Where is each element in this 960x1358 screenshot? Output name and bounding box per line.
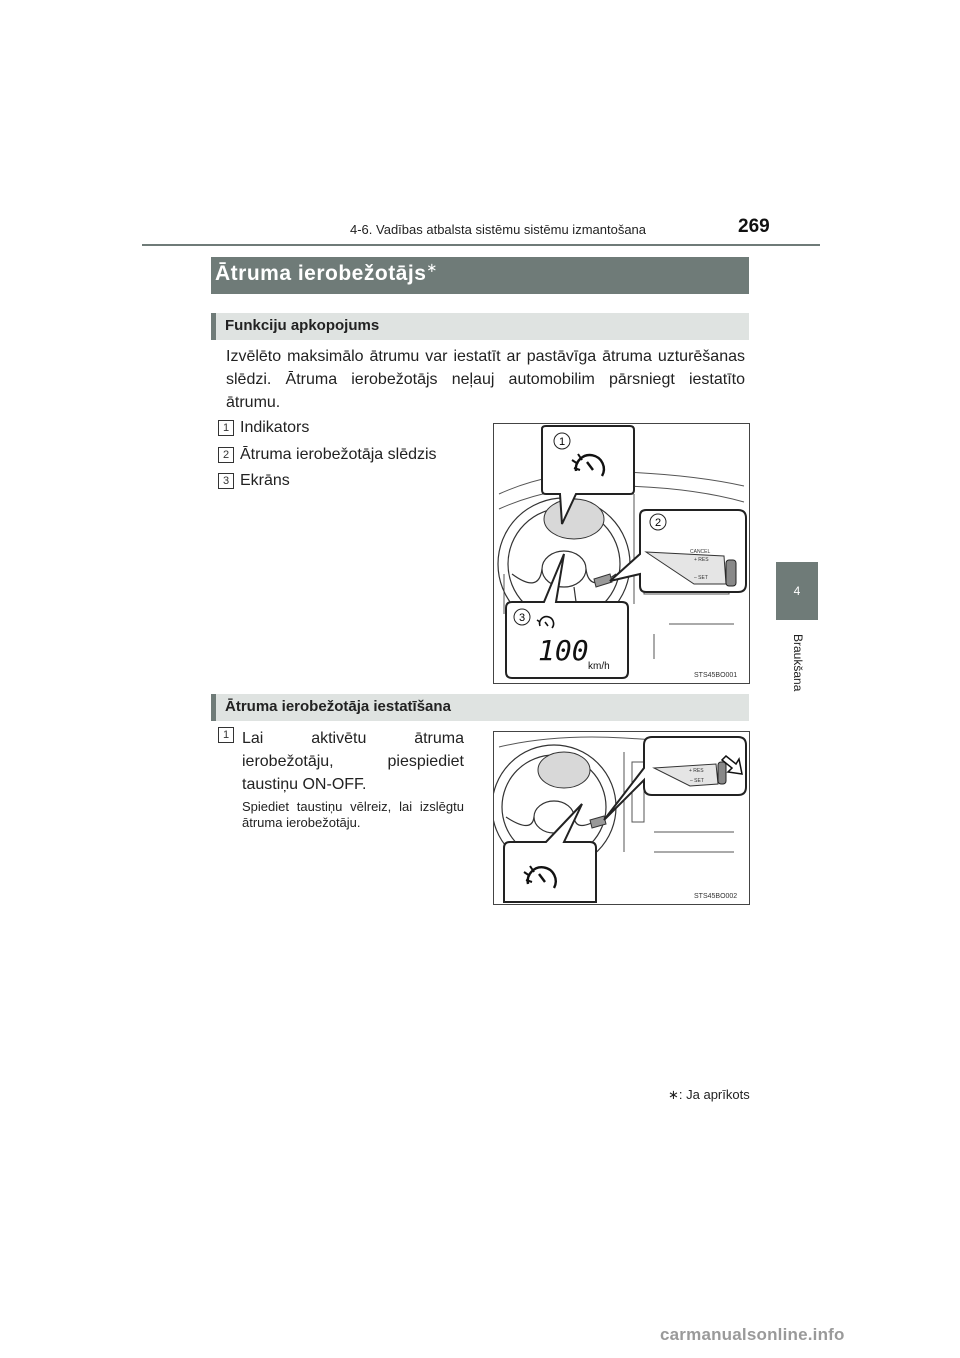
summary-paragraph: Izvēlēto maksimālo ātrumu var iestatīt ar pastāvīga ātruma uzturēšanas slēdzi. Ātruma ierobežotājs neļauj automobilim pārsniegt iestatīto ātrumu. xyxy=(226,348,745,411)
lever-label: + RES xyxy=(694,557,709,563)
figure-speed-limiter-on-off xyxy=(493,731,750,905)
running-header: 4-6. Vadības atbalsta sistēmu sistēmu izmantošana xyxy=(350,222,647,237)
item-number: 3 xyxy=(218,473,234,489)
callout-number: 3 xyxy=(518,612,526,624)
section-title-bar xyxy=(211,257,749,294)
callout-number: 1 xyxy=(558,436,566,448)
item-label: Ātruma ierobežotāja slēdzis xyxy=(240,446,437,463)
footnote xyxy=(668,1087,750,1103)
display-speed: 100 xyxy=(538,634,589,667)
equipment-mark: ∗ xyxy=(426,260,438,275)
footnote-mark: ∗ xyxy=(668,1087,679,1102)
lever-label: + RES xyxy=(689,768,704,774)
figure-code: STS45BO002 xyxy=(694,893,738,900)
header-divider xyxy=(142,244,820,246)
section-title: Ātruma ierobežotājs xyxy=(215,262,427,285)
item-number: 2 xyxy=(218,447,234,463)
list-item xyxy=(218,419,309,439)
step-note: Spiediet taustiņu vēlreiz, lai izslēgtu ātruma ierobežotāju. xyxy=(242,799,464,830)
footnote-text: : Ja aprīkots xyxy=(678,1087,750,1102)
display-unit: km/h xyxy=(588,661,610,672)
item-label: Indikators xyxy=(240,419,310,436)
chapter-tab: 4 xyxy=(776,562,818,620)
watermark: carmanualsonline.info xyxy=(660,1325,845,1344)
subheading-setting: Ātruma ierobežotāja iestatīšana xyxy=(211,694,749,721)
callout-number: 2 xyxy=(654,517,662,529)
page-number: 269 xyxy=(738,216,770,237)
callout-lever-bubble xyxy=(604,737,746,820)
subheading-summary: Funkciju apkopojums xyxy=(211,313,749,340)
lever-label: CANCEL xyxy=(690,549,711,555)
step-instruction: Lai aktivētu ātruma ierobežotāju, piespiediet taustiņu ON-OFF. xyxy=(242,730,464,793)
callout-indicator-bubble xyxy=(504,804,596,902)
callout-display-bubble xyxy=(506,554,628,678)
chapter-label: Braukšana xyxy=(791,634,805,692)
item-label: Ekrāns xyxy=(240,472,290,489)
step-number: 1 xyxy=(218,727,234,743)
figure-speed-limiter-overview xyxy=(493,423,750,684)
callout-lever-bubble xyxy=(610,510,746,592)
dashboard-illustration xyxy=(494,424,749,683)
list-item xyxy=(218,472,290,492)
lever-label: – SET xyxy=(690,778,704,784)
list-item xyxy=(218,446,437,466)
figure-code: STS45BO001 xyxy=(694,672,738,679)
item-number: 1 xyxy=(218,420,234,436)
dashboard-illustration xyxy=(494,732,749,904)
lever-label: – SET xyxy=(694,575,708,581)
